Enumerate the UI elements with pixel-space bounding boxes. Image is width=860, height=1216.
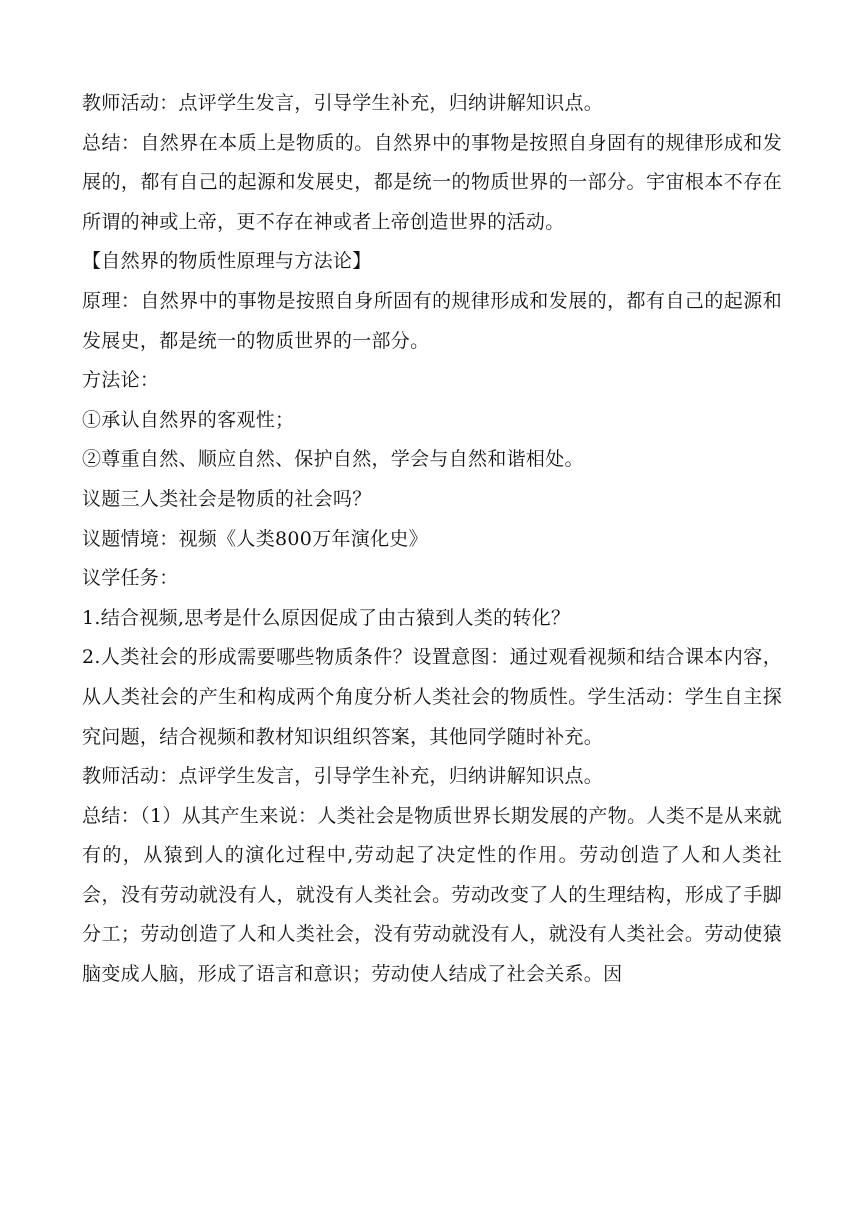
- list-item-task-1: 1.结合视频,思考是什么原因促成了由古猿到人类的转化？: [82, 606, 571, 629]
- paragraph-methodology-label: 方法论：: [82, 369, 160, 392]
- section-heading-principle: 【自然界的物质性原理与方法论】: [82, 250, 372, 273]
- paragraph-summary-nature: 总结：自然界在本质上是物质的。自然界中的事物是按照自身固有的规律形成和发展的，都有自己的起源和发展史，都是统一的物质世界的一部分。宇宙根本不存在所谓的神或上帝，更不存在神或者上帝创造世界的活动。: [82, 131, 782, 233]
- paragraph-teacher-activity-2: 教师活动：点评学生发言，引导学生补充，归纳讲解知识点。: [82, 765, 604, 788]
- list-item-task-2: 2.人类社会的形成需要哪些物质条件？设置意图：通过观看视频和结合课本内容，从人类社会的产生和构成两个角度分析人类社会的物质性。学生活动：学生自主探究问题，结合视频和教材知识组织答案，其他同学随时补充。: [82, 646, 782, 748]
- list-item-methodology-2: ②尊重自然、顺应自然、保护自然，学会与自然和谐相处。: [82, 448, 584, 471]
- paragraph-principle: 原理：自然界中的事物是按照自身所固有的规律形成和发展的，都有自己的起源和发展史，都是统一的物质世界的一部分。: [82, 289, 782, 352]
- paragraph-teacher-activity-1: 教师活动：点评学生发言，引导学生补充，归纳讲解知识点。: [82, 92, 604, 114]
- paragraph-learning-tasks-label: 议学任务：: [82, 567, 179, 590]
- document-body: [82, 84, 782, 995]
- paragraph-topic-scenario: 议题情境：视频《人类800万年演化史》: [82, 527, 428, 550]
- paragraph-summary-society: 总结：（1）从其产生来说：人类社会是物质世界长期发展的产物。人类不是从来就有的，从猿到人的演化过程中,劳动起了决定性的作用。劳动创造了人和人类社会，没有劳动就没有人，就没有人类社会。劳动改变了人的生理结构，形成了手脚分工；劳动创造了人和人类社会，没有劳动就没有人，就没有人类社会。劳动使猿脑变成人脑，形成了语言和意识；劳动使人结成了社会关系。因: [82, 804, 782, 986]
- list-item-methodology-1: ①承认自然界的客观性；: [82, 408, 295, 431]
- paragraph-topic-three: 议题三人类社会是物质的社会吗？: [82, 487, 372, 510]
